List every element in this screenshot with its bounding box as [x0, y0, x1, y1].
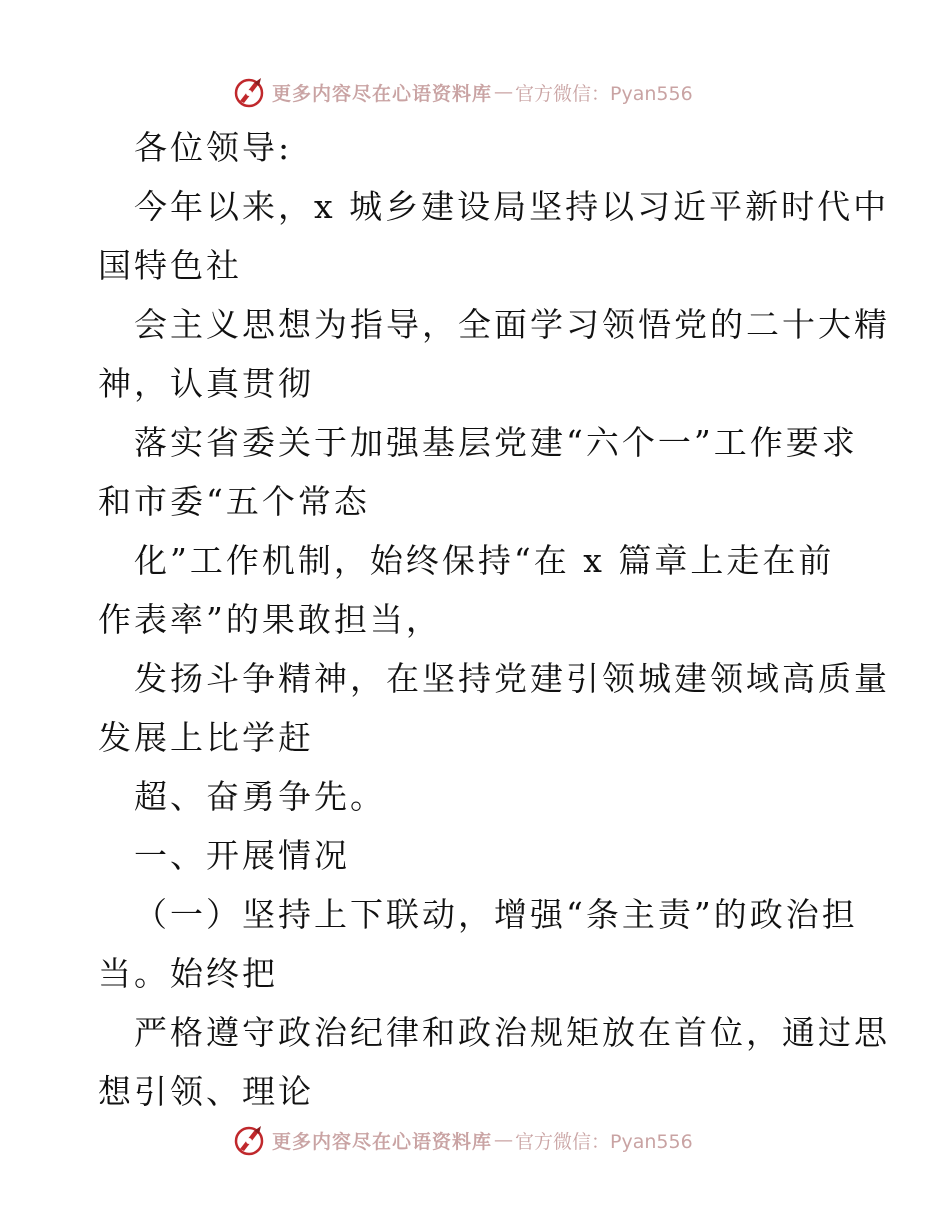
- header-watermark: [232, 72, 752, 112]
- paragraph-line: 超、奋勇争先。: [134, 777, 386, 816]
- quill-pen-logo-icon: [232, 1123, 266, 1157]
- watermark-brand-text: 更多内容尽在心语资料库: [272, 1130, 493, 1153]
- paragraph-line: 和市委“五个常态: [98, 482, 370, 521]
- paragraph-line: 落实省委关于加强基层党建“六个一”工作要求: [134, 423, 858, 462]
- watermark-dash: —: [494, 81, 514, 103]
- watermark-contact-text: 官方微信：Pyan556: [515, 1130, 693, 1153]
- subsection-heading: （一）坚持上下联动，增强“条主责”的政治担: [134, 895, 858, 934]
- paragraph-line: 当。始终把: [98, 954, 278, 993]
- watermark-dash: —: [494, 1129, 514, 1151]
- paragraph-line: 今年以来，x 城乡建设局坚持以习近平新时代中: [134, 187, 890, 226]
- paragraph-line: 作表率”的果敢担当，: [98, 600, 442, 639]
- document-body: [98, 118, 890, 1121]
- paragraph-line: 会主义思想为指导，全面学习领悟党的二十大精: [134, 305, 890, 344]
- watermark-contact-text: 官方微信：Pyan556: [515, 82, 693, 105]
- paragraph-line: 化”工作机制，始终保持“在 x 篇章上走在前: [134, 541, 835, 580]
- paragraph-line: 国特色社: [98, 246, 242, 285]
- paragraph-line: 严格遵守政治纪律和政治规矩放在首位，通过思: [134, 1013, 890, 1052]
- watermark-brand-text: 更多内容尽在心语资料库: [272, 82, 493, 105]
- footer-watermark: [232, 1120, 752, 1160]
- salutation: 各位领导:: [134, 128, 293, 167]
- paragraph-line: 神，认真贯彻: [98, 364, 314, 403]
- paragraph-line: 发扬斗争精神，在坚持党建引领城建领域高质量: [134, 659, 890, 698]
- section-heading: 一、开展情况: [134, 836, 350, 875]
- paragraph-line: 发展上比学赶: [98, 718, 314, 757]
- quill-pen-logo-icon: [232, 75, 266, 109]
- paragraph-line: 想引领、理论: [98, 1072, 314, 1111]
